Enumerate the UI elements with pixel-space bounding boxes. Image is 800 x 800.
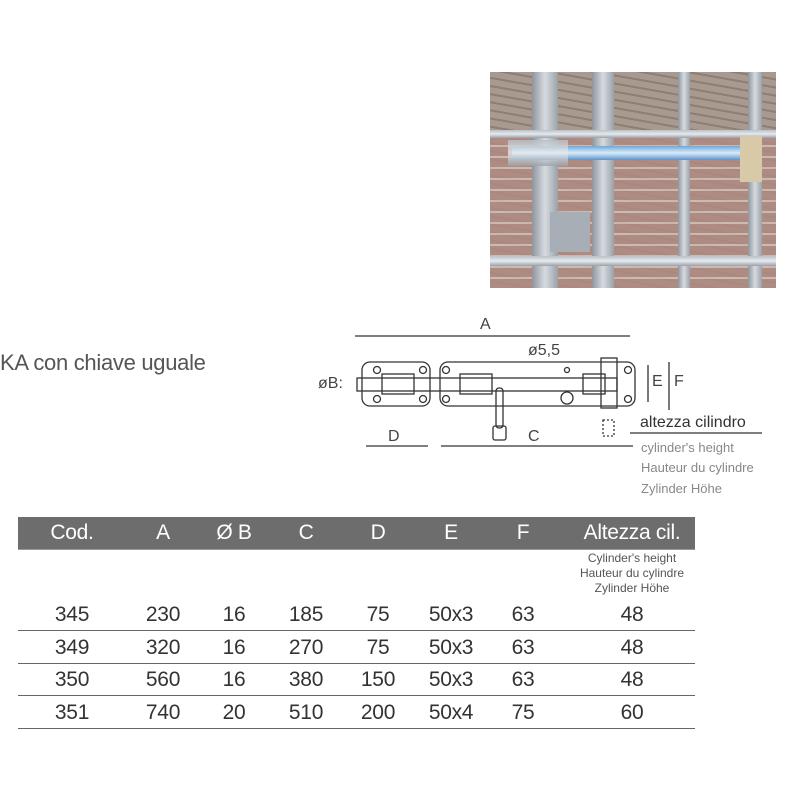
table-cell: 740: [145, 700, 181, 724]
table-cell: 150: [360, 668, 396, 691]
cylinder-height-it: altezza cilindro: [640, 414, 746, 431]
dim-a-label: A: [480, 316, 491, 333]
table-row: [18, 632, 695, 664]
dim-d-label: D: [388, 428, 400, 445]
table-cell: 75: [366, 635, 390, 659]
col-altezza: Altezza cil.: [583, 521, 681, 544]
table-row: [18, 599, 695, 631]
table-cell: 270: [288, 635, 324, 659]
cylinder-height-en: cylinder's height: [641, 440, 734, 455]
table-cell: 48: [620, 668, 644, 691]
dim-c-label: C: [528, 428, 540, 445]
table-cell: 16: [222, 668, 246, 691]
col-a: A: [156, 521, 170, 544]
table-cell: 63: [511, 635, 535, 659]
table-header: [18, 517, 695, 550]
table-cell: 50x3: [428, 603, 474, 626]
table-cell: 350: [54, 668, 90, 691]
col-e: E: [444, 521, 458, 544]
table-cell: 48: [620, 635, 644, 659]
table-cell: 560: [145, 668, 181, 691]
table-cell: 50x3: [428, 668, 474, 691]
table-cell: 75: [511, 700, 535, 724]
product-subtitle: KA con chiave uguale: [0, 350, 206, 375]
table-cell: 20: [222, 700, 246, 724]
subheader-de: Zylinder Höhe: [594, 581, 670, 595]
table-cell: 63: [511, 603, 535, 626]
table-cell: 60: [620, 700, 644, 724]
table-cell: 48: [620, 603, 644, 626]
subheader-fr: Hauteur du cylindre: [579, 566, 685, 580]
altezza-subheader: [580, 551, 684, 596]
table-cell: 75: [366, 603, 390, 626]
table-cell: 185: [288, 603, 324, 626]
table-cell: 50x4: [428, 700, 474, 724]
table-row: [18, 697, 695, 729]
cylinder-height-de: Zylinder Höhe: [641, 481, 722, 496]
table-cell: 380: [288, 668, 324, 691]
table-cell: 349: [54, 635, 90, 659]
cylinder-height-fr: Hauteur du cylindre: [641, 460, 754, 475]
table-cell: 63: [511, 668, 535, 691]
table-cell: 16: [222, 635, 246, 659]
col-f: F: [516, 521, 530, 544]
table-cell: 351: [54, 700, 90, 724]
table-row: [18, 664, 695, 696]
col-b: Ø B: [216, 521, 252, 544]
col-d: D: [370, 521, 386, 544]
table-cell: 230: [145, 603, 181, 626]
table-cell: 16: [222, 603, 246, 626]
table-cell: 510: [288, 700, 324, 724]
dim-f-label: F: [674, 373, 684, 390]
col-c: C: [298, 521, 314, 544]
table-cell: 200: [360, 700, 396, 724]
dim-hole-label: ø5,5: [528, 342, 561, 359]
product-photo: [490, 72, 776, 288]
col-cod: Cod.: [50, 521, 94, 544]
dim-e-label: E: [652, 373, 663, 390]
subheader-en: Cylinder's height: [587, 551, 677, 565]
table-cell: 50x3: [428, 635, 474, 659]
table-cell: 345: [54, 603, 90, 626]
dim-b-label: øB:: [318, 375, 343, 392]
table-cell: 320: [145, 635, 181, 659]
technical-diagram: [300, 310, 780, 500]
